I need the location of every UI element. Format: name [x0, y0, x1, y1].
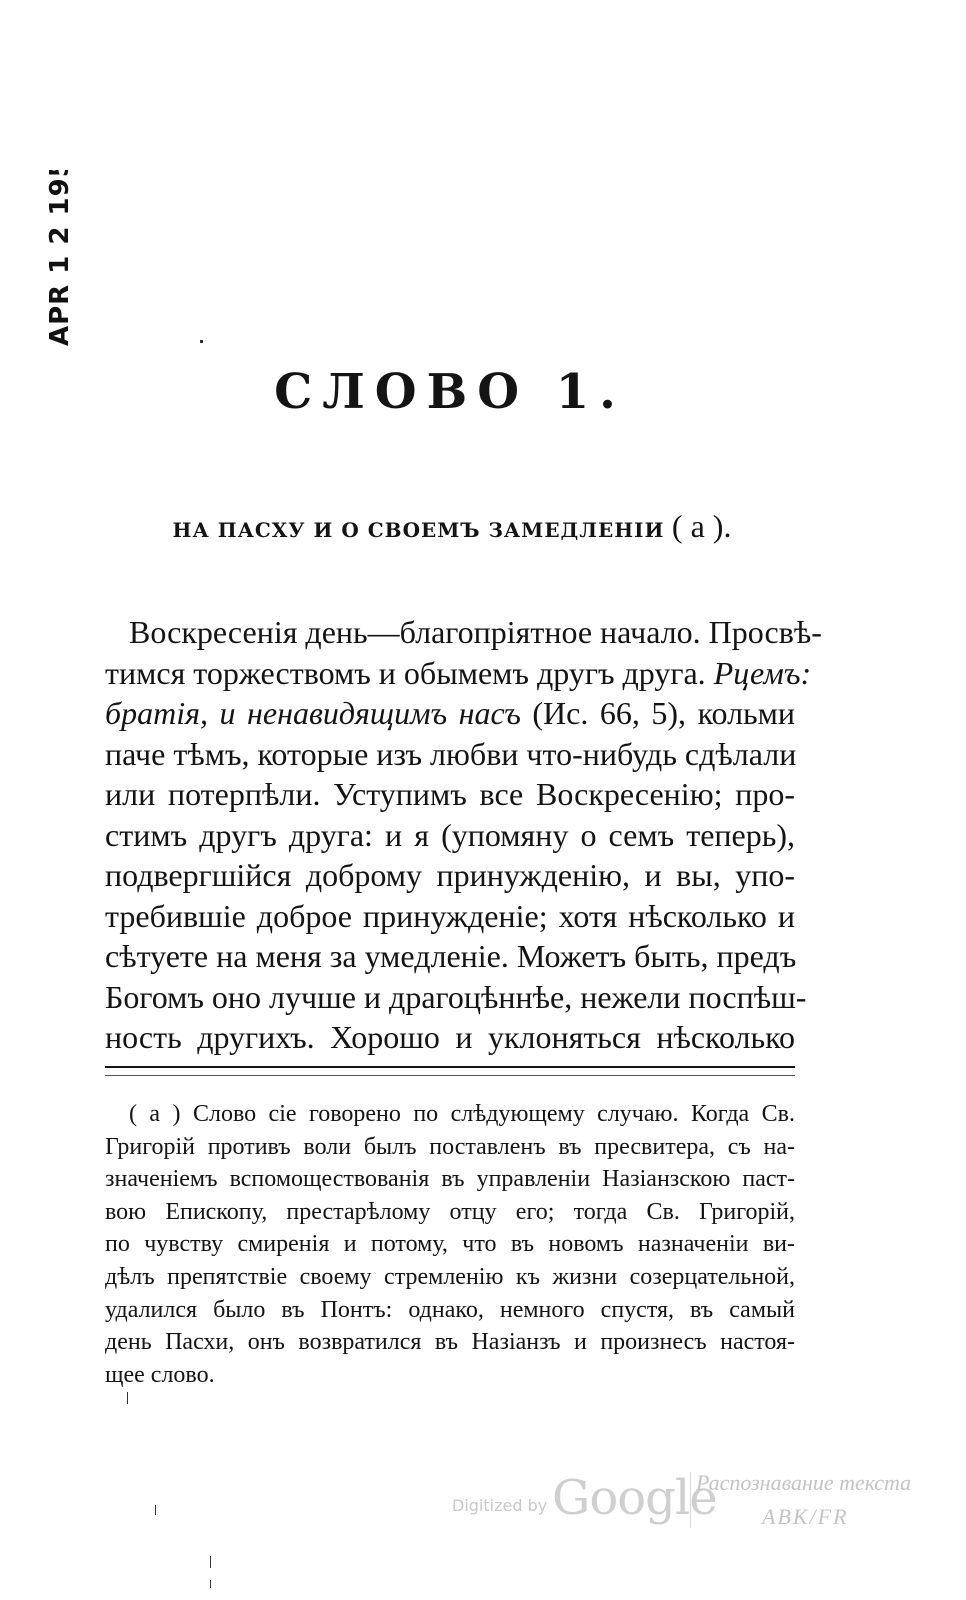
footnote-line: ( а ) Слово сіе говорено по слѣдующему случаю. Когда Св. [129, 1101, 795, 1127]
sermon-subtitle [0, 508, 904, 545]
footnote-line: дѣлъ препятствіе своему стремленію къ жизни созерцательной, [105, 1263, 795, 1290]
body-line: сѣтуете на меня за умедленіе. Можетъ быть, предъ [105, 938, 797, 974]
footnote-line: значеніемъ вспомоществованія въ управленіи Назіанзскою паст- [105, 1166, 795, 1193]
body-line: Богомъ оно лучше и драгоцѣннѣе, нежели поспѣш- [105, 978, 807, 1015]
library-date-stamp [18, 170, 98, 350]
body-line: Воскресенія день—благопріятное начало. Просвѣ- [129, 614, 822, 650]
body-line: требившіе доброе принужденіе; хотя нѣсколько и [105, 897, 795, 934]
body-line-italic: Рцемъ: [713, 654, 812, 691]
ink-speck [210, 1556, 211, 1568]
body-line: паче тѣмъ, которые изъ любви что-нибудь сдѣлали [105, 735, 797, 772]
ink-speck [200, 340, 203, 343]
footnote [105, 1098, 795, 1391]
watermark-google-logo: Google [552, 1470, 717, 1526]
ink-speck [127, 1392, 128, 1404]
watermark-ocr-signature: ABK/FR [762, 1504, 849, 1529]
watermark-divider [690, 1472, 691, 1528]
footnote-separator [105, 1066, 795, 1068]
sermon-title: СЛОВО 1. [274, 364, 626, 420]
watermark-digitized-text: Digitized by [452, 1496, 548, 1515]
ink-speck [155, 1505, 156, 1515]
body-line: или потерпѣли. Уступимъ все Воскресенію; про- [105, 776, 795, 812]
body-line-text: тимся торжествомъ и обымемъ другъ друга. [105, 654, 706, 691]
subtitle-caps: НА ПАСХУ И О СВОЕМЪ ЗАМЕДЛЕНІИ [172, 518, 665, 542]
stamp-text: APR 1 2 1954 [45, 170, 75, 346]
body-line [105, 653, 812, 694]
footnote-line: по чувству смиренія и потому, что въ новомъ назначеніи ви- [105, 1231, 795, 1258]
body-paragraph [105, 612, 822, 1058]
body-line: стимъ другъ друга: и я (упомяну о семъ теперь), [105, 816, 795, 853]
footnote-separator-thin [105, 1075, 795, 1076]
footnote-line: вою Епископу, престарѣлому отцу его; тогда Св. Григорій, [105, 1198, 795, 1225]
body-line: ность другихъ. Хорошо и уклоняться нѣсколько [105, 1019, 795, 1055]
ink-speck [210, 1580, 211, 1588]
body-line-text: (Ис. 66, 5), кольми [532, 695, 795, 731]
footnote-line: Григорій противъ воли былъ поставленъ въ пресвитера, съ на- [105, 1133, 795, 1160]
stamp-graphic [18, 170, 98, 350]
body-line: подвергшійся доброму принужденію, и вы, упо- [105, 857, 795, 893]
watermark-ocr-credit: Распознавание текста [696, 1470, 912, 1495]
footnote-line: щее слово. [105, 1361, 215, 1388]
body-line-italic: братія, и ненавидящимъ насъ [105, 695, 521, 731]
digitization-watermark [452, 1466, 962, 1538]
body-line [105, 693, 795, 734]
footnote-line: день Пасхи, онъ возвратился въ Назіанзъ и произнесъ настоя- [105, 1329, 795, 1356]
footnote-line: удалился было въ Понтъ: однако, немного спустя, въ самый [105, 1296, 795, 1323]
subtitle-note-ref: ( а ). [671, 508, 732, 544]
